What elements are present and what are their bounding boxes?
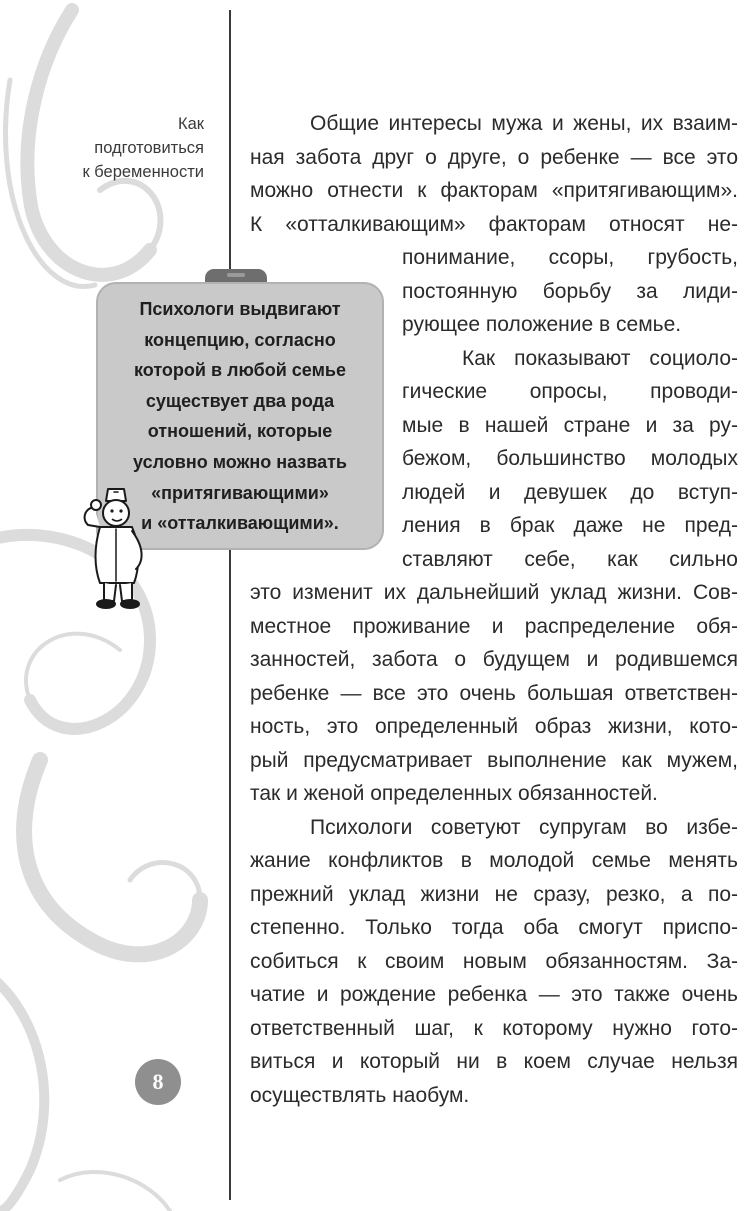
body-line: местное проживание и распределение обя- — [250, 614, 738, 638]
body-line: бежом, большинство молодых — [402, 447, 738, 470]
body-line: так и женой определенных обязанностей. — [250, 782, 658, 805]
page-number: 8 — [135, 1059, 181, 1105]
body-line: понимание, ссоры, грубость, — [402, 246, 738, 269]
body-line: это изменит их дальнейший уклад жизни. Сов- — [250, 581, 738, 604]
column-divider — [229, 10, 231, 1200]
body-line: чатие и рождение ребенка — это также очень — [250, 983, 738, 1006]
sidebar-note-line: отношений, которые — [147, 421, 333, 442]
body-line: людей и девушек до вступ- — [402, 480, 738, 504]
body-line: ная забота друг о друге, о ребенке — все это — [250, 145, 738, 169]
body-line: мые в нашей стране и за ру- — [402, 413, 738, 437]
sidebar-note-line: Психологи выдвигают — [139, 299, 341, 319]
sidebar-note-line: и «отталкивающими». — [141, 513, 339, 534]
body-line: занностей, забота о будущем и родившемся — [250, 648, 738, 671]
body-line: ления в брак даже не пред- — [402, 514, 738, 537]
body-line: Общие интересы мужа и жены, их взаим- — [310, 112, 738, 135]
doctor-illustration — [74, 487, 148, 613]
body-paragraph-block-3 — [250, 576, 738, 1112]
body-line: гические опросы, проводи- — [402, 380, 738, 403]
body-line: степенно. Только тогда оба смогут приспо- — [250, 916, 738, 939]
running-head-line: подготовиться — [94, 139, 204, 157]
sidebar-note-line: которой в любой семье — [134, 360, 346, 381]
body-line: жание конфликтов в молодой семье менять — [250, 849, 738, 872]
body-line: ность, это определенный образ жизни, кото- — [250, 715, 738, 738]
body-line: собиться к своим новым обязанностям. За- — [250, 949, 738, 973]
sidebar-note-line: концепцию, согласно — [144, 329, 336, 350]
body-paragraph-block-1 — [250, 107, 738, 241]
body-line: можно отнести к факторам «притягивающим». — [250, 179, 738, 202]
body-line: ставляют себе, как сильно — [402, 547, 738, 571]
body-line: ребенке — все это очень большая ответствен- — [250, 681, 738, 705]
running-head-line: к беременности — [82, 163, 204, 181]
body-line: осуществлять наобум. — [250, 1083, 470, 1107]
running-head-line: Как — [177, 115, 204, 133]
body-paragraph-block-2 — [402, 241, 738, 576]
body-line: постоянную борьбу за лиди- — [402, 279, 738, 303]
body-line: ответственный шаг, к которому нужно гото- — [250, 1016, 738, 1040]
sidebar-note — [110, 294, 370, 539]
sidebar-note-line: «притягивающими» — [151, 482, 329, 503]
sidebar-note-line: условно можно назвать — [133, 451, 347, 472]
body-line: К «отталкивающим» факторам относят не- — [250, 212, 738, 236]
body-line: виться и который ни в коем случае нельзя — [250, 1050, 738, 1073]
body-line: прежний уклад жизни не сразу, резко, а по- — [250, 882, 738, 906]
running-head — [70, 112, 204, 184]
body-line: рый предусматривает выполнение как мужем, — [250, 748, 738, 772]
body-line: рующее положение в семье. — [402, 313, 682, 336]
body-line: Как показывают социоло- — [462, 346, 738, 370]
sidebar-note-line: существует два рода — [145, 390, 335, 411]
body-line: Психологи советуют супругам во избе- — [310, 815, 738, 839]
